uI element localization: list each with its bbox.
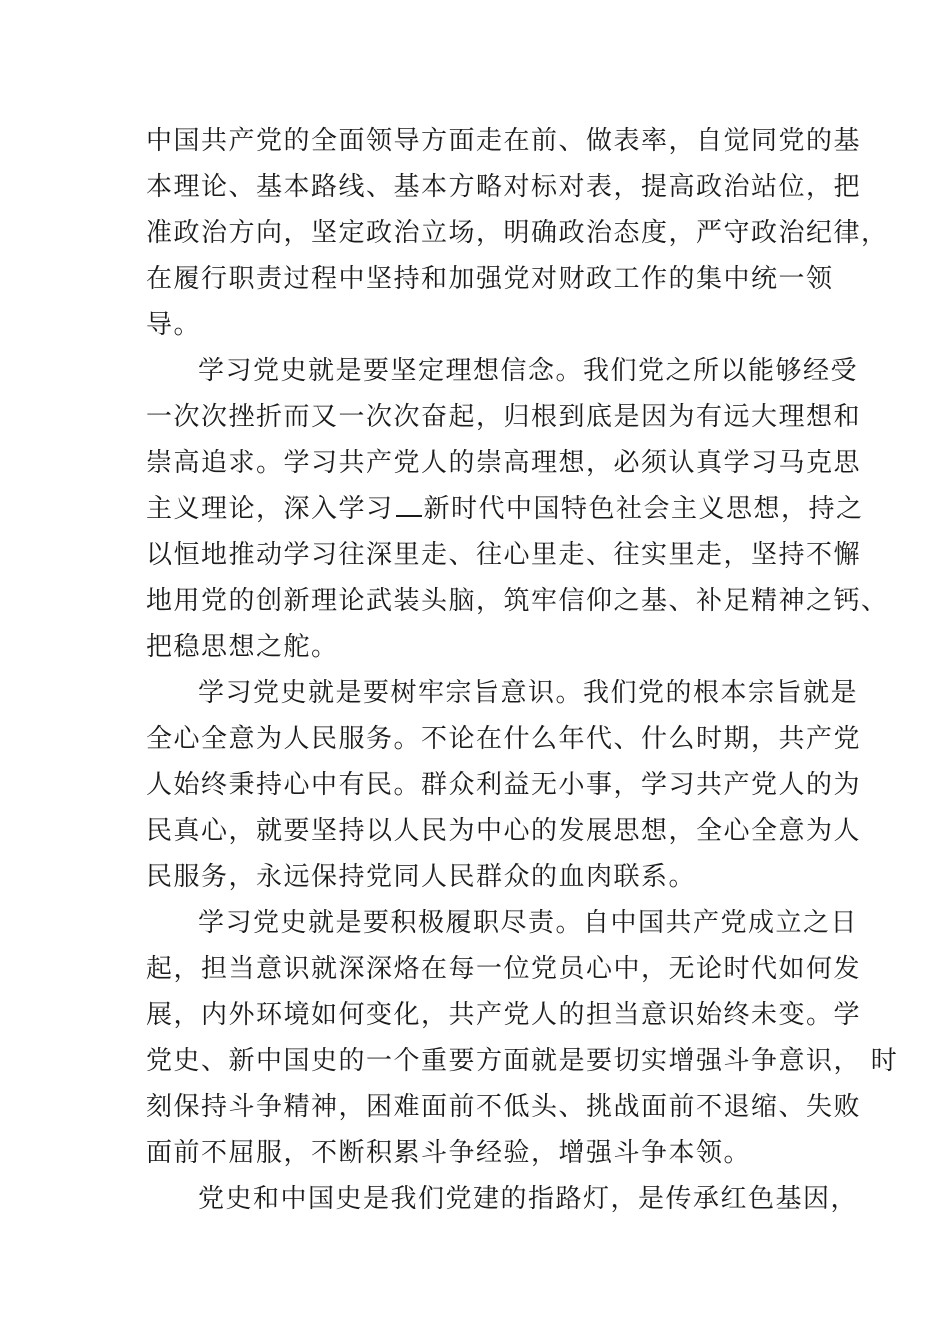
paragraph-1-line-2: 本理论、基本路线、基本方略对标对表，提高政治站位，把 [146,172,862,202]
paragraph-3-line-5: 民服务，永远保持党同人民群众的血肉联系。 [146,862,697,892]
paragraph-4-line-5: 刻保持斗争精神，困难面前不低头、挑战面前不退缩、失败 [146,1092,862,1122]
paragraph-2-line-5: 以恒地推动学习往深里走、往心里走、往实里走，坚持不懈 [146,540,862,570]
document-body [146,118,899,1222]
paragraph-4-line-4-part-1: 党史、新中国史的一个重要方面就是要切实增强斗争意识， [146,1046,862,1076]
paragraph-2-line-2: 一次次挫折而又一次次奋起，归根到底是因为有远大理想和 [146,402,862,432]
paragraph-1-line-4: 在履行职责过程中坚持和加强党对财政工作的集中统一领 [146,264,834,294]
paragraph-3-line-1: 学习党史就是要树牢宗旨意识。我们党的根本宗旨就是 [198,678,859,708]
paragraph-5-line-1: 党史和中国史是我们党建的指路灯，是传承红色基因， [198,1184,859,1214]
paragraph-4-line-3: 展，内外环境如何变化，共产党人的担当意识始终未变。学 [146,1000,862,1030]
paragraph-3-line-3: 人始终秉持心中有民。群众利益无小事，学习共产党人的为 [146,770,862,800]
paragraph-3-line-4: 民真心，就要坚持以人民为中心的发展思想，全心全意为人 [146,816,862,846]
paragraph-4-line-1: 学习党史就是要积极履职尽责。自中国共产党成立之日 [198,908,859,938]
paragraph-1-line-5: 导。 [146,310,202,340]
paragraph-4-line-6: 面前不屈服，不断积累斗争经验，增强斗争本领。 [146,1138,752,1168]
paragraph-1-line-1: 中国共产党的全面领导方面走在前、做表率，自觉同党的基 [146,126,862,156]
paragraph-2-line-3: 崇高追求。学习共产党人的崇高理想，必须认真学习马克思 [146,448,862,478]
paragraph-2-line-4-part-1: 主义理论，深入学习 [146,494,394,524]
paragraph-1-line-3: 准政治方向，坚定政治立场，明确政治态度，严守政治纪律， [146,218,889,248]
blank-underline [396,495,422,517]
paragraph-2-line-1: 学习党史就是要坚定理想信念。我们党之所以能够经受 [198,356,859,386]
paragraph-2-line-6: 地用党的创新理论武装头脑，筑牢信仰之基、补足精神之钙、 [146,586,889,616]
paragraph-2-line-7: 把稳思想之舵。 [146,632,339,662]
paragraph-4-line-2: 起，担当意识就深深烙在每一位党员心中，无论时代如何发 [146,954,862,984]
paragraph-3-line-2: 全心全意为人民服务。不论在什么年代、什么时期，共产党 [146,724,862,754]
paragraph-2-line-4-part-2: 新时代中国特色社会主义思想，持之 [423,494,864,524]
paragraph-4-line-4-part-2: 时 [870,1046,899,1076]
paragraph-4-line-4 [146,1038,899,1084]
paragraph-2-line-4 [146,486,864,532]
